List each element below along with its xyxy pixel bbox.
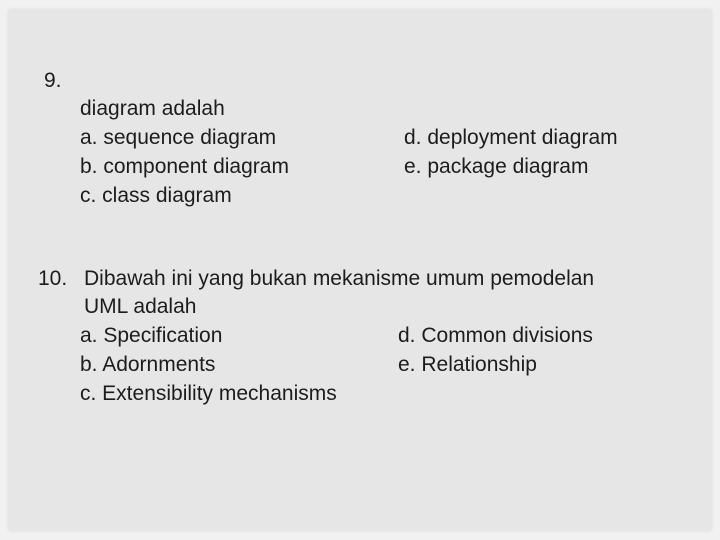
option-b: b. component diagram xyxy=(80,155,289,178)
question-number: 10. xyxy=(38,267,68,290)
question-stem: Dibawah ini yang bukan mekanisme umum pemodelan xyxy=(84,267,595,290)
option-c: c. Extensibility mechanisms xyxy=(80,382,337,405)
option-b: b. Adornments xyxy=(80,353,216,376)
option-e: e. package diagram xyxy=(404,155,589,178)
option-e: e. Relationship xyxy=(398,353,537,376)
option-d: d. Common divisions xyxy=(398,324,593,347)
question-stem-cont: UML adalah xyxy=(84,295,197,318)
option-c: c. class diagram xyxy=(80,184,232,207)
option-a: a. sequence diagram xyxy=(80,126,277,149)
question-stem: diagram adalah xyxy=(80,97,225,120)
option-d: d. deployment diagram xyxy=(404,126,618,149)
option-a: a. Specification xyxy=(80,324,223,347)
question-number: 9. xyxy=(44,69,62,92)
